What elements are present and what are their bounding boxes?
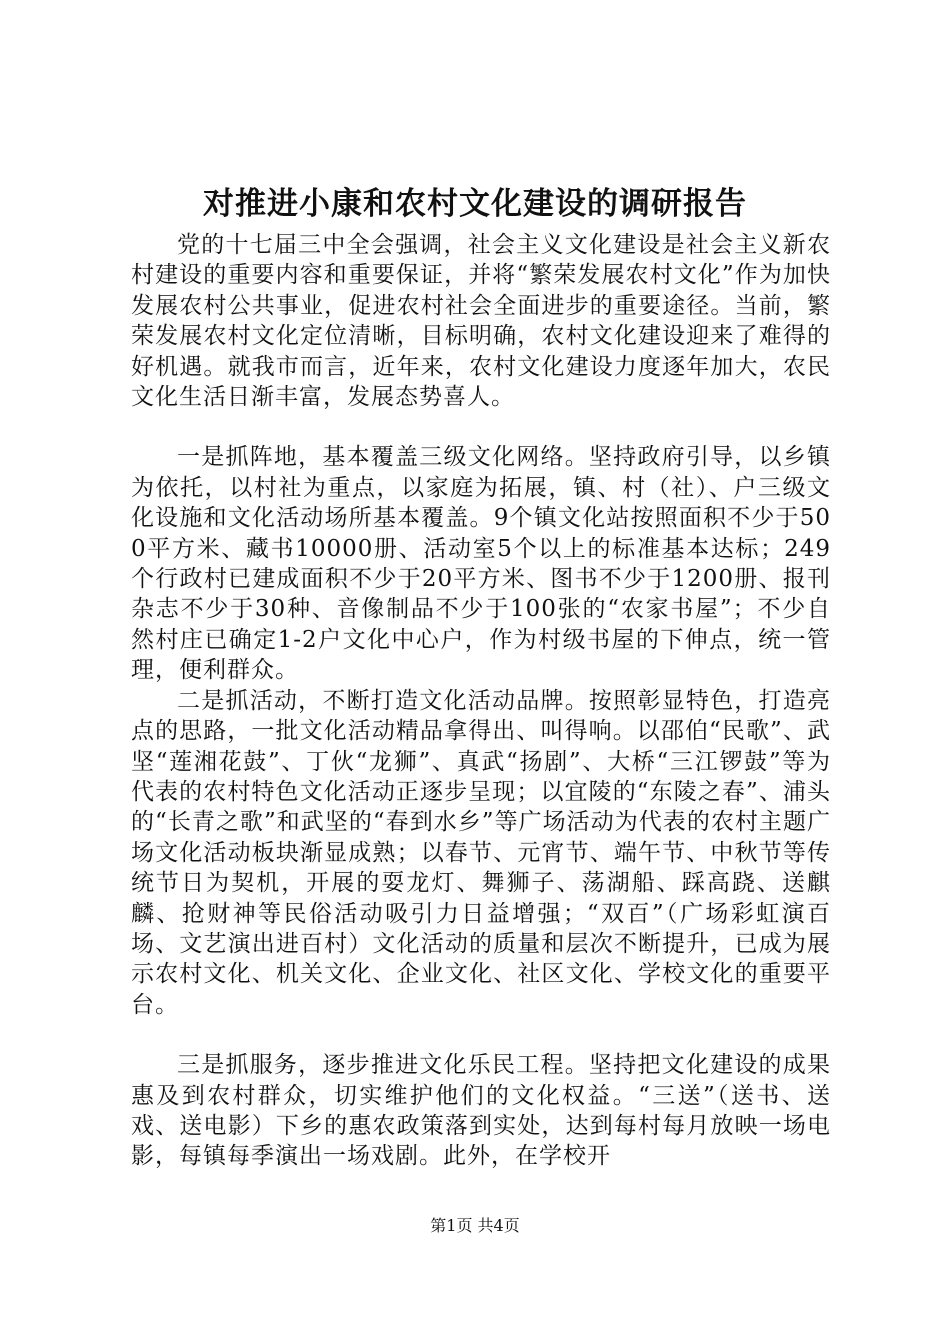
paragraph-gap (131, 1020, 831, 1050)
paragraph-intro: 党的十七届三中全会强调，社会主义文化建设是社会主义新农村建设的重要内容和重要保证，并将“繁荣发展农村文化”作为加快发展农村公共事业，促进农村社会全面进步的重要途径。当前，繁荣发展农村文化定位清晰，目标明确，农村文化建设迎来了难得的好机遇。就我市而言，近年来，农村文化建设力度逐年加大，农民文化生活日渐丰富，发展态势喜人。 (131, 232, 831, 411)
paragraph-2: 二是抓活动，不断打造文化活动品牌。按照彰显特色，打造亮点的思路，一批文化活动精品拿得出、叫得响。以邵伯“民歌”、武坚“莲湘花鼓”、丁伙“龙狮”、真武“扬剧”、大桥“三江锣鼓”等为代表的农村特色文化活动正逐步呈现；以宜陵的“东陵之春”、浦头的“长青之歌”和武坚的“春到水乡”等广场活动为代表的农村主题广场文化活动板块渐显成熟；以春节、元宵节、端午节、中秋节等传统节日为契机，开展的耍龙灯、舞狮子、荡湖船、踩高跷、送麒麟、抢财神等民俗活动吸引力日益增强；“双百”（广场彩虹演百场、文艺演出进百村）文化活动的质量和层次不断提升，已成为展示农村文化、机关文化、企业文化、社区文化、学校文化的重要平台。 (131, 687, 831, 1018)
document-body (131, 230, 831, 1172)
page-footer: 第1页 共4页 (430, 1216, 520, 1235)
paragraph-gap (131, 412, 831, 442)
document-title: 对推进小康和农村文化建设的调研报告 (203, 186, 747, 222)
paragraph-1: 一是抓阵地，基本覆盖三级文化网络。坚持政府引导，以乡镇为依托，以村社为重点，以家庭为拓展，镇、村（社）、户三级文化设施和文化活动场所基本覆盖。9个镇文化站按照面积不少于500平方米、藏书10000册、活动室5个以上的标准基本达标；249个行政村已建成面积不少于20平方米、图书不少于1200册、报刊杂志不少于30种、音像制品不少于100张的“农家书屋”；不少自然村庄已确定1-2户文化中心户，作为村级书屋的下伸点，统一管理，便利群众。 (131, 444, 831, 684)
paragraph-3: 三是抓服务，逐步推进文化乐民工程。坚持把文化建设的成果惠及到农村群众，切实维护他们的文化权益。“三送”（送书、送戏、送电影）下乡的惠农政策落到实处，达到每村每月放映一场电影，每镇每季演出一场戏剧。此外，在学校开 (131, 1052, 831, 1170)
